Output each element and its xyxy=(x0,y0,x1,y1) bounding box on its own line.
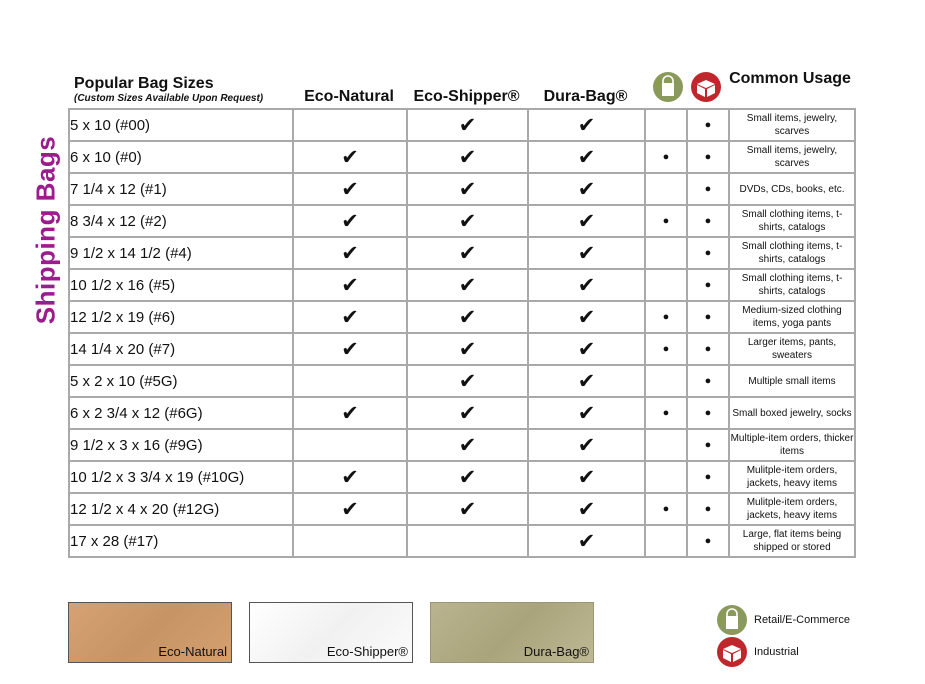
shopping-bag-icon xyxy=(716,604,748,636)
usage-cell: Mulitple-item orders, jackets, heavy items xyxy=(729,493,855,525)
retail-cell xyxy=(645,365,687,397)
dura-bag-cell: ✔ xyxy=(528,205,645,237)
column-common-usage: Common Usage xyxy=(729,70,851,87)
dura-bag-cell: ✔ xyxy=(528,461,645,493)
retail-cell: ● xyxy=(645,397,687,429)
dura-bag-cell: ✔ xyxy=(528,525,645,557)
industrial-cell: ● xyxy=(687,269,729,301)
usage-cell: Small items, jewelry, scarves xyxy=(729,109,855,141)
usage-cell: Multiple-item orders, thicker items xyxy=(729,429,855,461)
retail-cell: ● xyxy=(645,493,687,525)
dura-bag-cell: ✔ xyxy=(528,141,645,173)
eco-natural-cell: ✔ xyxy=(293,141,407,173)
table-row xyxy=(69,461,855,493)
size-cell: 5 x 2 x 10 (#5G) xyxy=(69,365,293,397)
shipping-box-icon xyxy=(716,636,748,668)
table-row xyxy=(69,333,855,365)
eco-shipper-cell: ✔ xyxy=(407,461,528,493)
dura-bag-cell: ✔ xyxy=(528,109,645,141)
eco-shipper-cell: ✔ xyxy=(407,141,528,173)
retail-cell xyxy=(645,237,687,269)
swatch-dura-bag xyxy=(430,602,594,663)
dura-bag-cell: ✔ xyxy=(528,493,645,525)
eco-shipper-cell: ✔ xyxy=(407,301,528,333)
retail-cell xyxy=(645,525,687,557)
shopping-bag-icon xyxy=(652,71,684,103)
table-row xyxy=(69,237,855,269)
size-cell: 6 x 2 3/4 x 12 (#6G) xyxy=(69,397,293,429)
swatch-label: Eco-Shipper® xyxy=(326,644,408,659)
size-cell: 7 1/4 x 12 (#1) xyxy=(69,173,293,205)
size-cell: 6 x 10 (#0) xyxy=(69,141,293,173)
dura-bag-cell: ✔ xyxy=(528,173,645,205)
eco-shipper-cell: ✔ xyxy=(407,173,528,205)
usage-cell: DVDs, CDs, books, etc. xyxy=(729,173,855,205)
usage-cell: Multiple small items xyxy=(729,365,855,397)
eco-shipper-cell: ✔ xyxy=(407,397,528,429)
eco-shipper-cell: ✔ xyxy=(407,205,528,237)
eco-natural-cell: ✔ xyxy=(293,461,407,493)
industrial-cell: ● xyxy=(687,333,729,365)
eco-natural-cell: ✔ xyxy=(293,237,407,269)
industrial-cell: ● xyxy=(687,397,729,429)
eco-shipper-cell: ✔ xyxy=(407,429,528,461)
table-header xyxy=(68,68,854,108)
retail-cell: ● xyxy=(645,301,687,333)
retail-cell: ● xyxy=(645,141,687,173)
retail-cell xyxy=(645,269,687,301)
usage-cell: Small clothing items, t-shirts, catalogs xyxy=(729,269,855,301)
legend-industrial-label: Industrial xyxy=(754,646,799,658)
eco-natural-cell xyxy=(293,109,407,141)
header-subtitle: (Custom Sizes Available Upon Request) xyxy=(74,93,264,104)
industrial-cell: ● xyxy=(687,205,729,237)
column-eco-shipper: Eco-Shipper® xyxy=(413,88,520,105)
retail-cell: ● xyxy=(645,333,687,365)
table-row xyxy=(69,173,855,205)
usage-cell: Mulitple-item orders, jackets, heavy items xyxy=(729,461,855,493)
shipping-box-icon xyxy=(690,71,722,103)
swatch-eco-shipper xyxy=(249,602,413,663)
size-cell: 10 1/2 x 3 3/4 x 19 (#10G) xyxy=(69,461,293,493)
table-row xyxy=(69,429,855,461)
size-cell: 12 1/2 x 19 (#6) xyxy=(69,301,293,333)
eco-shipper-cell: ✔ xyxy=(407,365,528,397)
eco-shipper-cell xyxy=(407,525,528,557)
size-cell: 9 1/2 x 14 1/2 (#4) xyxy=(69,237,293,269)
usage-cell: Larger items, pants, sweaters xyxy=(729,333,855,365)
size-cell: 9 1/2 x 3 x 16 (#9G) xyxy=(69,429,293,461)
table-row xyxy=(69,141,855,173)
size-cell: 8 3/4 x 12 (#2) xyxy=(69,205,293,237)
retail-cell xyxy=(645,461,687,493)
table-row xyxy=(69,525,855,557)
table-row xyxy=(69,301,855,333)
side-title: Shipping Bags xyxy=(30,135,61,325)
industrial-cell: ● xyxy=(687,429,729,461)
dura-bag-cell: ✔ xyxy=(528,301,645,333)
industrial-cell: ● xyxy=(687,141,729,173)
eco-natural-cell: ✔ xyxy=(293,205,407,237)
usage-cell: Small clothing items, t-shirts, catalogs xyxy=(729,237,855,269)
eco-shipper-cell: ✔ xyxy=(407,237,528,269)
dura-bag-cell: ✔ xyxy=(528,333,645,365)
retail-cell xyxy=(645,429,687,461)
retail-cell: ● xyxy=(645,205,687,237)
eco-shipper-cell: ✔ xyxy=(407,109,528,141)
dura-bag-cell: ✔ xyxy=(528,397,645,429)
eco-natural-cell: ✔ xyxy=(293,173,407,205)
table-row xyxy=(69,397,855,429)
industrial-cell: ● xyxy=(687,525,729,557)
industrial-cell: ● xyxy=(687,365,729,397)
legend-retail-label: Retail/E-Commerce xyxy=(754,614,850,626)
size-cell: 17 x 28 (#17) xyxy=(69,525,293,557)
eco-natural-cell: ✔ xyxy=(293,333,407,365)
usage-cell: Large, flat items being shipped or stored xyxy=(729,525,855,557)
dura-bag-cell: ✔ xyxy=(528,237,645,269)
column-eco-natural: Eco-Natural xyxy=(304,88,394,105)
swatch-eco-natural xyxy=(68,602,232,663)
eco-shipper-cell: ✔ xyxy=(407,493,528,525)
table-row xyxy=(69,109,855,141)
bag-size-table xyxy=(68,108,856,558)
industrial-cell: ● xyxy=(687,461,729,493)
eco-natural-cell: ✔ xyxy=(293,269,407,301)
industrial-cell: ● xyxy=(687,173,729,205)
table-row xyxy=(69,365,855,397)
industrial-cell: ● xyxy=(687,109,729,141)
header-title: Popular Bag Sizes xyxy=(74,75,214,92)
eco-natural-cell xyxy=(293,365,407,397)
usage-cell: Medium-sized clothing items, yoga pants xyxy=(729,301,855,333)
eco-natural-cell: ✔ xyxy=(293,397,407,429)
swatch-label: Eco-Natural xyxy=(158,644,227,659)
industrial-cell: ● xyxy=(687,237,729,269)
dura-bag-cell: ✔ xyxy=(528,365,645,397)
dura-bag-cell: ✔ xyxy=(528,269,645,301)
dura-bag-cell: ✔ xyxy=(528,429,645,461)
eco-shipper-cell: ✔ xyxy=(407,269,528,301)
retail-cell xyxy=(645,173,687,205)
eco-natural-cell: ✔ xyxy=(293,301,407,333)
size-cell: 5 x 10 (#00) xyxy=(69,109,293,141)
eco-natural-cell xyxy=(293,429,407,461)
swatch-label: Dura-Bag® xyxy=(523,644,589,659)
column-dura-bag: Dura-Bag® xyxy=(543,88,628,105)
table-row xyxy=(69,493,855,525)
size-cell: 14 1/4 x 20 (#7) xyxy=(69,333,293,365)
table-row xyxy=(69,269,855,301)
eco-natural-cell: ✔ xyxy=(293,493,407,525)
table-row xyxy=(69,205,855,237)
usage-cell: Small boxed jewelry, socks xyxy=(729,397,855,429)
retail-cell xyxy=(645,109,687,141)
eco-shipper-cell: ✔ xyxy=(407,333,528,365)
industrial-cell: ● xyxy=(687,493,729,525)
size-cell: 10 1/2 x 16 (#5) xyxy=(69,269,293,301)
eco-natural-cell xyxy=(293,525,407,557)
industrial-cell: ● xyxy=(687,301,729,333)
size-cell: 12 1/2 x 4 x 20 (#12G) xyxy=(69,493,293,525)
usage-cell: Small items, jewelry, scarves xyxy=(729,141,855,173)
usage-cell: Small clothing items, t-shirts, catalogs xyxy=(729,205,855,237)
